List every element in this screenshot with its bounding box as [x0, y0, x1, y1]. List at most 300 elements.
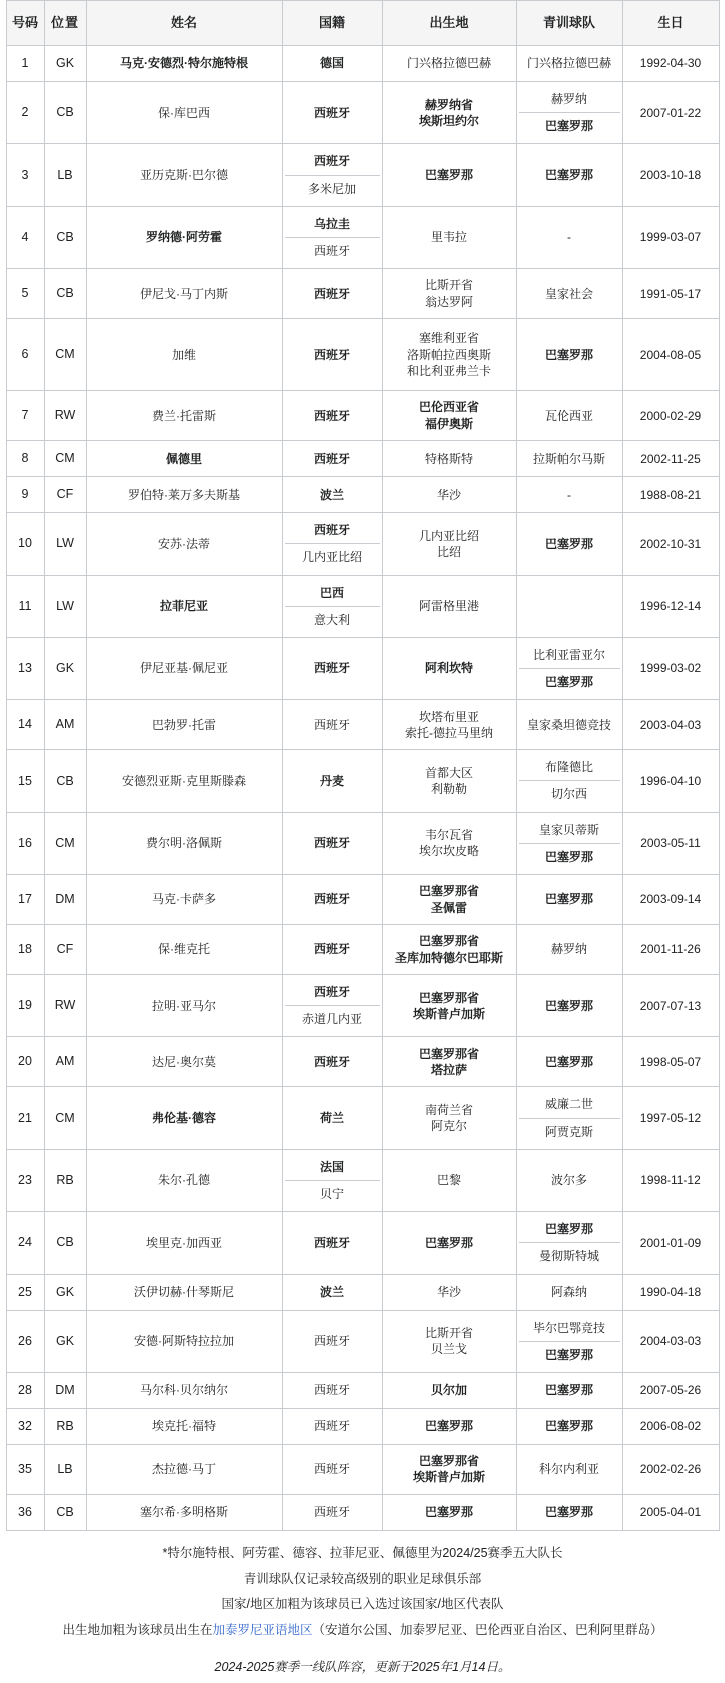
- cell-birthplace: [382, 46, 516, 82]
- cell-birthday: 1992-04-30: [622, 46, 719, 82]
- player-name-line: 埃里克·加西亚: [146, 1235, 222, 1250]
- cell-position: CB: [44, 1212, 86, 1274]
- youth-club-entry: 威廉二世: [519, 1091, 620, 1118]
- player-name-line: 马克·安德烈·特尔施特根: [120, 56, 248, 71]
- player-name-line: 罗伯特·莱万多夫斯基: [128, 487, 240, 502]
- nationality-entry: 西班牙: [313, 1383, 350, 1398]
- cell-number: 8: [6, 441, 44, 477]
- youth-club-entry: 皇家社会: [544, 286, 593, 301]
- youth-club-entry: -: [567, 230, 571, 245]
- cell-birthday: 2007-07-13: [622, 975, 719, 1037]
- cell-nationality: [282, 1310, 382, 1372]
- cell-birthplace: [382, 82, 516, 144]
- table-row: [6, 1408, 719, 1444]
- cell-position: CB: [44, 269, 86, 319]
- birthplace-line: 坎塔布里亚: [418, 709, 479, 724]
- nationality-entry: 西班牙: [313, 1505, 350, 1520]
- cell-birthday: 2005-04-01: [622, 1494, 719, 1530]
- table-row: [6, 269, 719, 319]
- player-name-line: 费兰·托雷斯: [152, 408, 216, 423]
- player-name-line: 伊尼戈·马丁内斯: [140, 286, 228, 301]
- player-name-line: 马克·卡萨多: [152, 892, 216, 907]
- table-row: [6, 1444, 719, 1494]
- nationality-entry: 意大利: [313, 612, 350, 627]
- cell-number: 24: [6, 1212, 44, 1274]
- note-birthplace-suffix: （安道尔公国、加泰罗尼亚、巴伦西亚自治区、巴利阿里群岛）: [312, 1622, 663, 1637]
- cell-number: 5: [6, 269, 44, 319]
- cell-position: CM: [44, 1087, 86, 1149]
- cell-youth-club: [516, 319, 622, 391]
- cell-number: 28: [6, 1372, 44, 1408]
- cell-position: LW: [44, 575, 86, 637]
- cell-nationality: [282, 1149, 382, 1211]
- table-row: [6, 975, 719, 1037]
- player-name-line: 杰拉德·马丁: [152, 1462, 216, 1477]
- youth-club-entry: 波尔多: [550, 1173, 587, 1188]
- cell-birthplace: [382, 513, 516, 575]
- birthplace-line: 阿利坎特: [424, 661, 473, 676]
- cell-position: CM: [44, 319, 86, 391]
- cell-player-name[interactable]: [86, 700, 282, 750]
- cell-youth-club: [516, 82, 622, 144]
- cell-birthday: 2004-08-05: [622, 319, 719, 391]
- cell-youth-club: [516, 144, 622, 206]
- youth-club-entry: 赫罗纳: [519, 86, 620, 113]
- nationality-entry: 西班牙: [313, 1054, 350, 1069]
- cell-nationality: [282, 441, 382, 477]
- cell-nationality: [282, 477, 382, 513]
- cell-youth-club: [516, 1274, 622, 1310]
- table-row: [6, 206, 719, 268]
- birthplace-line: 里韦拉: [430, 230, 467, 245]
- squad-table: [6, 0, 720, 1531]
- nationality-entry: 赤道几内亚: [301, 1012, 362, 1027]
- cell-number: 16: [6, 812, 44, 874]
- cell-number: 3: [6, 144, 44, 206]
- cell-birthday: 2003-05-11: [622, 812, 719, 874]
- table-row: [6, 1274, 719, 1310]
- birthplace-line: 圣库加特德尔巴耶斯: [394, 950, 503, 965]
- youth-club-entry: 巴塞罗那: [544, 1054, 593, 1069]
- birthplace-line: 塞维利亚省: [418, 331, 479, 346]
- cell-position: GK: [44, 46, 86, 82]
- player-name-line: 巴勃罗·托雷: [152, 717, 216, 732]
- table-row: [6, 441, 719, 477]
- cell-number: 35: [6, 1444, 44, 1494]
- youth-club-entry: 皇家桑坦德竞技: [526, 717, 611, 732]
- cell-position: RB: [44, 1408, 86, 1444]
- table-row: [6, 1372, 719, 1408]
- cell-youth-club: [516, 1444, 622, 1494]
- cell-player-name[interactable]: [86, 1310, 282, 1372]
- youth-club-entry: 巴塞罗那: [544, 536, 593, 551]
- birthplace-line: 贝尔加: [430, 1383, 467, 1398]
- table-row: [6, 1494, 719, 1530]
- header-row: [6, 1, 719, 46]
- cell-player-name[interactable]: [86, 477, 282, 513]
- youth-club-entry: 切尔西: [550, 787, 587, 802]
- cell-nationality: [282, 82, 382, 144]
- cell-nationality: [282, 144, 382, 206]
- nationality-entry: 西班牙: [313, 1235, 350, 1250]
- birthplace-line: 埃斯普卢加斯: [412, 1006, 485, 1021]
- player-name-line: 塞尔希·多明格斯: [140, 1505, 228, 1520]
- cell-nationality: [282, 875, 382, 925]
- youth-club-entry: 毕尔巴鄂竞技: [519, 1315, 620, 1342]
- cell-number: 6: [6, 319, 44, 391]
- birthplace-line: 阿克尔: [430, 1119, 467, 1134]
- cell-player-name[interactable]: [86, 875, 282, 925]
- youth-club-entry: 巴塞罗那: [544, 347, 593, 362]
- cell-player-name[interactable]: [86, 269, 282, 319]
- nationality-entry: 波兰: [319, 487, 344, 502]
- nationality-entry: 西班牙: [313, 408, 350, 423]
- cell-number: 36: [6, 1494, 44, 1530]
- birthplace-line: 南荷兰省: [424, 1102, 473, 1117]
- player-name-line: 弗伦基·德容: [152, 1110, 216, 1125]
- cell-player-name[interactable]: [86, 206, 282, 268]
- birthplace-line: 巴伦西亚省: [418, 400, 479, 415]
- cell-youth-club: [516, 1310, 622, 1372]
- cell-player-name[interactable]: [86, 812, 282, 874]
- cell-position: CM: [44, 812, 86, 874]
- cell-position: CF: [44, 925, 86, 975]
- cell-position: GK: [44, 637, 86, 699]
- cell-player-name[interactable]: [86, 1494, 282, 1530]
- cell-birthday: 2002-10-31: [622, 513, 719, 575]
- cell-birthplace: [382, 1274, 516, 1310]
- table-row: [6, 1212, 719, 1274]
- birthplace-line: 和比利亚弗兰卡: [406, 363, 491, 378]
- player-name-line: 伊尼亚基·佩尼亚: [140, 661, 228, 676]
- cell-birthday: 1996-12-14: [622, 575, 719, 637]
- cell-player-name[interactable]: [86, 637, 282, 699]
- table-row: [6, 391, 719, 441]
- cell-position: CB: [44, 750, 86, 812]
- cell-birthday: 1990-04-18: [622, 1274, 719, 1310]
- table-row: [6, 875, 719, 925]
- player-name-line: 达尼·奥尔莫: [152, 1054, 216, 1069]
- cell-birthplace: [382, 1494, 516, 1530]
- player-name-line: 罗纳德·阿劳霍: [146, 230, 222, 245]
- nationality-entry: 几内亚比绍: [301, 550, 362, 565]
- cell-player-name[interactable]: [86, 1149, 282, 1211]
- nationality-entry: 西班牙: [285, 517, 380, 544]
- cell-nationality: [282, 700, 382, 750]
- header-birthplace: 出生地: [382, 1, 516, 46]
- player-name-line: 拉菲尼亚: [159, 599, 208, 614]
- cell-youth-club: [516, 269, 622, 319]
- birthplace-line: 巴塞罗那: [424, 167, 473, 182]
- cell-youth-club: [516, 391, 622, 441]
- cell-number: 19: [6, 975, 44, 1037]
- nationality-entry: 多米尼加: [307, 181, 356, 196]
- cell-birthplace: [382, 812, 516, 874]
- table-row: [6, 319, 719, 391]
- cell-nationality: [282, 206, 382, 268]
- cell-number: 4: [6, 206, 44, 268]
- table-row: [6, 812, 719, 874]
- cell-position: CM: [44, 441, 86, 477]
- cell-nationality: [282, 750, 382, 812]
- cell-youth-club: [516, 1372, 622, 1408]
- cell-nationality: [282, 46, 382, 82]
- cell-youth-club: [516, 441, 622, 477]
- cell-birthplace: [382, 319, 516, 391]
- cell-nationality: [282, 1087, 382, 1149]
- cell-nationality: [282, 1494, 382, 1530]
- cell-position: RW: [44, 391, 86, 441]
- birthplace-line: 巴塞罗那省: [418, 884, 479, 899]
- cell-player-name[interactable]: [86, 1274, 282, 1310]
- birthplace-line: 巴塞罗那省: [418, 934, 479, 949]
- youth-club-entry: 巴塞罗那: [544, 1505, 593, 1520]
- nationality-entry: 乌拉圭: [285, 211, 380, 238]
- cell-birthplace: [382, 925, 516, 975]
- birthplace-line: 巴黎: [436, 1173, 461, 1188]
- cell-player-name[interactable]: [86, 46, 282, 82]
- cell-youth-club: [516, 1149, 622, 1211]
- cell-birthday: 2003-04-03: [622, 700, 719, 750]
- player-name-line: 拉明·亚马尔: [152, 998, 216, 1013]
- cell-birthday: 2007-01-22: [622, 82, 719, 144]
- nationality-entry: 西班牙: [313, 286, 350, 301]
- youth-club-entry: 巴塞罗那: [519, 1216, 620, 1243]
- cell-number: 17: [6, 875, 44, 925]
- cell-youth-club: [516, 1037, 622, 1087]
- table-row: [6, 700, 719, 750]
- cell-number: 32: [6, 1408, 44, 1444]
- cell-birthplace: [382, 575, 516, 637]
- player-name-line: 安德烈亚斯·克里斯滕森: [122, 773, 246, 788]
- nationality-entry: 西班牙: [313, 661, 350, 676]
- nationality-entry: 西班牙: [285, 979, 380, 1006]
- youth-club-entry: 巴塞罗那: [544, 1419, 593, 1434]
- youth-club-entry: -: [567, 487, 571, 502]
- table-row: [6, 46, 719, 82]
- birthplace-line: 巴塞罗那: [424, 1235, 473, 1250]
- player-name-line: 佩德里: [165, 451, 202, 466]
- cell-position: LB: [44, 1444, 86, 1494]
- youth-club-entry: 巴塞罗那: [544, 1383, 593, 1398]
- youth-club-entry: 巴塞罗那: [544, 849, 593, 864]
- cell-birthplace: [382, 637, 516, 699]
- birthplace-line: 索托-德拉马里纳: [405, 725, 493, 740]
- update-footer: 2024-2025赛季一线队阵容，更新于2025年1月14日。: [214, 1660, 511, 1675]
- birthplace-line: 巴塞罗那省: [418, 1046, 479, 1061]
- cell-birthplace: [382, 1087, 516, 1149]
- nationality-entry: 西班牙: [313, 1334, 350, 1349]
- note-captains: *特尔施特根、阿劳霍、德容、拉菲尼亚、佩德里为2024/25赛季五大队长: [162, 1545, 563, 1560]
- birthplace-line: 首都大区: [424, 765, 473, 780]
- cell-youth-club: [516, 925, 622, 975]
- cell-nationality: [282, 1372, 382, 1408]
- player-name-line: 加维: [171, 347, 196, 362]
- cell-number: 23: [6, 1149, 44, 1211]
- cell-birthday: 2000-02-29: [622, 391, 719, 441]
- header-nationality: 国籍: [282, 1, 382, 46]
- youth-club-entry: 巴塞罗那: [544, 167, 593, 182]
- birthplace-line: 塔拉萨: [430, 1062, 467, 1077]
- youth-club-entry: 巴塞罗那: [544, 998, 593, 1013]
- youth-club-entry: 瓦伦西亚: [544, 408, 593, 423]
- cell-youth-club: [516, 637, 622, 699]
- cell-number: 11: [6, 575, 44, 637]
- table-row: [6, 750, 719, 812]
- cell-position: DM: [44, 1372, 86, 1408]
- youth-club-entry: 巴塞罗那: [544, 119, 593, 134]
- cell-birthplace: [382, 1444, 516, 1494]
- cell-birthday: 2002-02-26: [622, 1444, 719, 1494]
- youth-club-entry: 科尔内利亚: [538, 1462, 599, 1477]
- youth-club-entry: 拉斯帕尔马斯: [532, 451, 605, 466]
- cell-youth-club: [516, 513, 622, 575]
- cell-youth-club: [516, 975, 622, 1037]
- birthplace-line: 华沙: [436, 1284, 461, 1299]
- cell-birthplace: [382, 1408, 516, 1444]
- note-youth: 青训球队仅记录较高级别的职业足球俱乐部: [243, 1571, 482, 1586]
- cell-player-name[interactable]: [86, 1408, 282, 1444]
- cell-position: CF: [44, 477, 86, 513]
- cell-number: 7: [6, 391, 44, 441]
- cell-position: GK: [44, 1310, 86, 1372]
- note-birthplace-prefix: 出生地加粗为该球员出生在: [62, 1622, 213, 1637]
- youth-club-entry: 曼彻斯特城: [538, 1249, 599, 1264]
- birthplace-line: 巴塞罗那省: [418, 1454, 479, 1469]
- cell-birthday: 1996-04-10: [622, 750, 719, 812]
- cell-birthday: 2001-01-09: [622, 1212, 719, 1274]
- header-name: 姓名: [86, 1, 282, 46]
- cell-player-name[interactable]: [86, 1037, 282, 1087]
- table-row: [6, 925, 719, 975]
- cell-position: CB: [44, 206, 86, 268]
- cell-nationality: [282, 1212, 382, 1274]
- table-row: [6, 1149, 719, 1211]
- cell-youth-club: [516, 875, 622, 925]
- cell-youth-club: [516, 46, 622, 82]
- cell-youth-club: [516, 1408, 622, 1444]
- cell-youth-club: [516, 812, 622, 874]
- player-name-line: 亚历克斯·巴尔德: [140, 167, 228, 182]
- table-row: [6, 82, 719, 144]
- cell-player-name[interactable]: [86, 1087, 282, 1149]
- cell-youth-club: [516, 700, 622, 750]
- cell-player-name[interactable]: [86, 513, 282, 575]
- cell-nationality: [282, 975, 382, 1037]
- nationality-entry: 西班牙: [313, 1462, 350, 1477]
- cell-birthplace: [382, 1037, 516, 1087]
- player-name-line: 埃克托·福特: [152, 1419, 216, 1434]
- cell-birthplace: [382, 875, 516, 925]
- note-birthplace-bold: [6, 1618, 719, 1644]
- cell-number: 14: [6, 700, 44, 750]
- birthplace-line: 埃斯坦约尔: [418, 113, 479, 128]
- cell-birthplace: [382, 206, 516, 268]
- cell-player-name[interactable]: [86, 319, 282, 391]
- table-row: [6, 144, 719, 206]
- header-position: 位置: [44, 1, 86, 46]
- cell-player-name[interactable]: [86, 1212, 282, 1274]
- cell-player-name[interactable]: [86, 82, 282, 144]
- cell-position: CB: [44, 1494, 86, 1530]
- cell-number: 26: [6, 1310, 44, 1372]
- nationality-entry: 德国: [319, 56, 344, 71]
- cell-number: 10: [6, 513, 44, 575]
- catalan-region-link[interactable]: 加泰罗尼亚语地区: [212, 1622, 313, 1637]
- cell-number: 2: [6, 82, 44, 144]
- cell-player-name[interactable]: [86, 391, 282, 441]
- cell-birthday: 2002-11-25: [622, 441, 719, 477]
- cell-nationality: [282, 319, 382, 391]
- cell-birthplace: [382, 700, 516, 750]
- cell-player-name[interactable]: [86, 441, 282, 477]
- cell-position: LW: [44, 513, 86, 575]
- nationality-entry: 西班牙: [313, 105, 350, 120]
- cell-nationality: [282, 269, 382, 319]
- cell-number: 15: [6, 750, 44, 812]
- cell-nationality: [282, 513, 382, 575]
- nationality-entry: 西班牙: [313, 1419, 350, 1434]
- cell-position: AM: [44, 700, 86, 750]
- cell-position: RB: [44, 1149, 86, 1211]
- youth-club-entry: 比利亚雷亚尔: [519, 642, 620, 669]
- birthplace-line: 特格斯特: [424, 451, 473, 466]
- cell-birthday: 1998-11-12: [622, 1149, 719, 1211]
- cell-birthplace: [382, 441, 516, 477]
- cell-birthday: 2003-09-14: [622, 875, 719, 925]
- table-notes: [6, 1531, 719, 1644]
- cell-youth-club: [516, 1087, 622, 1149]
- youth-club-entry: 皇家贝蒂斯: [519, 817, 620, 844]
- table-row: [6, 575, 719, 637]
- birthplace-line: 埃尔坎皮略: [418, 844, 479, 859]
- cell-player-name[interactable]: [86, 925, 282, 975]
- player-name-line: 保·维克托: [158, 942, 210, 957]
- birthplace-line: 翁达罗阿: [424, 294, 473, 309]
- header-number: 号码: [6, 1, 44, 46]
- cell-birthday: 1988-08-21: [622, 477, 719, 513]
- table-row: [6, 477, 719, 513]
- player-name-line: 马尔科·贝尔纳尔: [140, 1383, 228, 1398]
- nationality-entry: 西班牙: [313, 347, 350, 362]
- youth-club-entry: 布隆德比: [519, 754, 620, 781]
- birthplace-line: 埃斯普卢加斯: [412, 1470, 485, 1485]
- nationality-entry: 荷兰: [319, 1110, 344, 1125]
- cell-birthplace: [382, 975, 516, 1037]
- nationality-entry: 丹麦: [319, 773, 344, 788]
- birthplace-line: 比斯开省: [424, 278, 473, 293]
- youth-club-entry: 门兴格拉德巴赫: [526, 56, 611, 71]
- cell-player-name[interactable]: [86, 575, 282, 637]
- cell-player-name[interactable]: [86, 144, 282, 206]
- cell-position: RW: [44, 975, 86, 1037]
- cell-player-name[interactable]: [86, 1372, 282, 1408]
- cell-player-name[interactable]: [86, 975, 282, 1037]
- cell-player-name[interactable]: [86, 1444, 282, 1494]
- cell-birthplace: [382, 391, 516, 441]
- cell-position: AM: [44, 1037, 86, 1087]
- cell-nationality: [282, 1444, 382, 1494]
- youth-club-entry: 赫罗纳: [550, 942, 587, 957]
- cell-player-name[interactable]: [86, 750, 282, 812]
- cell-birthday: 2003-10-18: [622, 144, 719, 206]
- cell-nationality: [282, 637, 382, 699]
- note-nationality-text: 国家/地区加粗为该球员已入选过该国家/地区代表队: [221, 1597, 504, 1612]
- nationality-entry: 法国: [285, 1154, 380, 1181]
- birthplace-line: 阿雷格里港: [418, 599, 479, 614]
- birthplace-line: 巴塞罗那: [424, 1419, 473, 1434]
- cell-birthday: 1998-05-07: [622, 1037, 719, 1087]
